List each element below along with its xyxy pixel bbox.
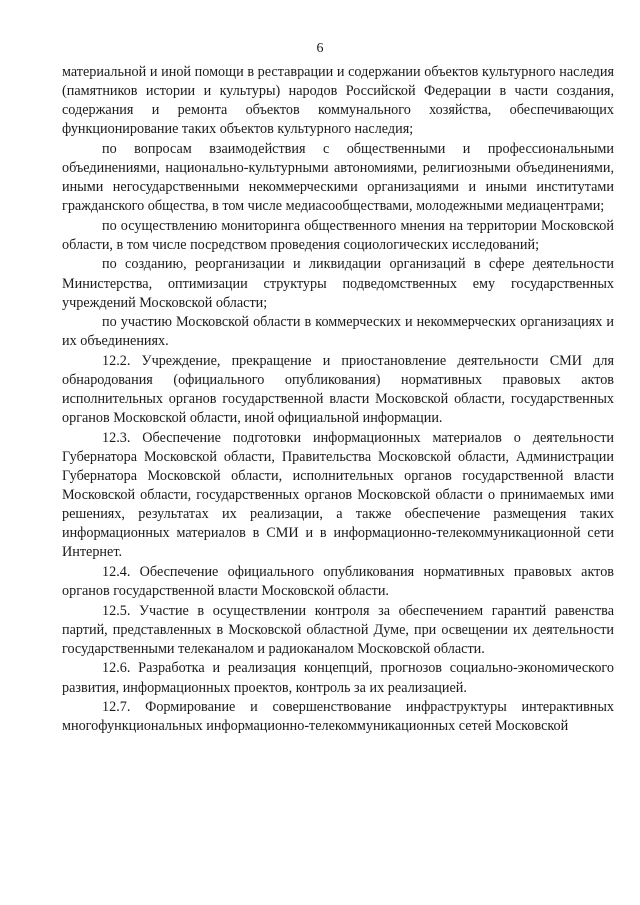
document-body bbox=[62, 63, 614, 737]
paragraph-12-6: 12.6. Разработка и реализация концепций, прогнозов социально-экономического развития, информационных проектов, контроль за их реализацией. bbox=[62, 660, 614, 696]
paragraph-organizations: по созданию, реорганизации и ликвидации организаций в сфере деятельности Министерства, оптимизации структуры подведомственных ему государственных учреждений Московской области; bbox=[62, 256, 614, 311]
page-number: 6 bbox=[316, 41, 324, 56]
paragraph-opinion-monitoring: по осуществлению мониторинга общественного мнения на территории Московской области, в том числе посредством проведения социологических исследований; bbox=[62, 217, 614, 253]
paragraph-public-associations: по вопросам взаимодействия с общественными и профессиональными объединениями, национально-культурными автономиями, религиозными объединениями, иными негосударственными некоммерческими организациями и иными институтами гражданского общества, в том числе медиасообществами, молодежными медиацентрами; bbox=[62, 140, 614, 215]
paragraph-12-2: 12.2. Учреждение, прекращение и приостановление деятельности СМИ для обнародования (официального опубликования) нормативных правовых актов исполнительных органов государственной власти Московской области, государственных органов Московской области, иной официальной информации. bbox=[62, 352, 614, 427]
paragraph-12-4: 12.4. Обеспечение официального опубликования нормативных правовых актов органов государственной власти Московской области. bbox=[62, 563, 614, 600]
paragraph-participation: по участию Московской области в коммерческих и некоммерческих организациях и их объединениях. bbox=[62, 314, 614, 350]
paragraph-12-5: 12.5. Участие в осуществлении контроля за обеспечением гарантий равенства партий, представленных в Московской областной Думе, при освещении их деятельности государственными телеканалом и радиоканалом Московской области. bbox=[62, 602, 614, 657]
paragraph-12-3: 12.3. Обеспечение подготовки информационных материалов о деятельности Губернатора Московской области, Правительства Московской области, Администрации Губернатора Московской области, исполнительных органов государственной власти Московской области, государственных органов Московской области о принимаемых ими решениях, результатах их реализации, а также обеспечение размещения таких информационных материалов в СМИ и в информационно-телекоммуникационной сети Интернет. bbox=[62, 429, 614, 561]
paragraph-12-7: 12.7. Формирование и совершенствование инфраструктуры интерактивных многофункциональных информационно-телекоммуникационных сетей Московской bbox=[62, 699, 614, 735]
paragraph-continuation: материальной и иной помощи в реставрации и содержании объектов культурного наследия (памятников истории и культуры) народов Российской Федерации в части создания, содержания и ремонта объектов коммунального хозяйства, обеспечивающих функционирование таких объектов культурного наследия; bbox=[62, 64, 614, 138]
